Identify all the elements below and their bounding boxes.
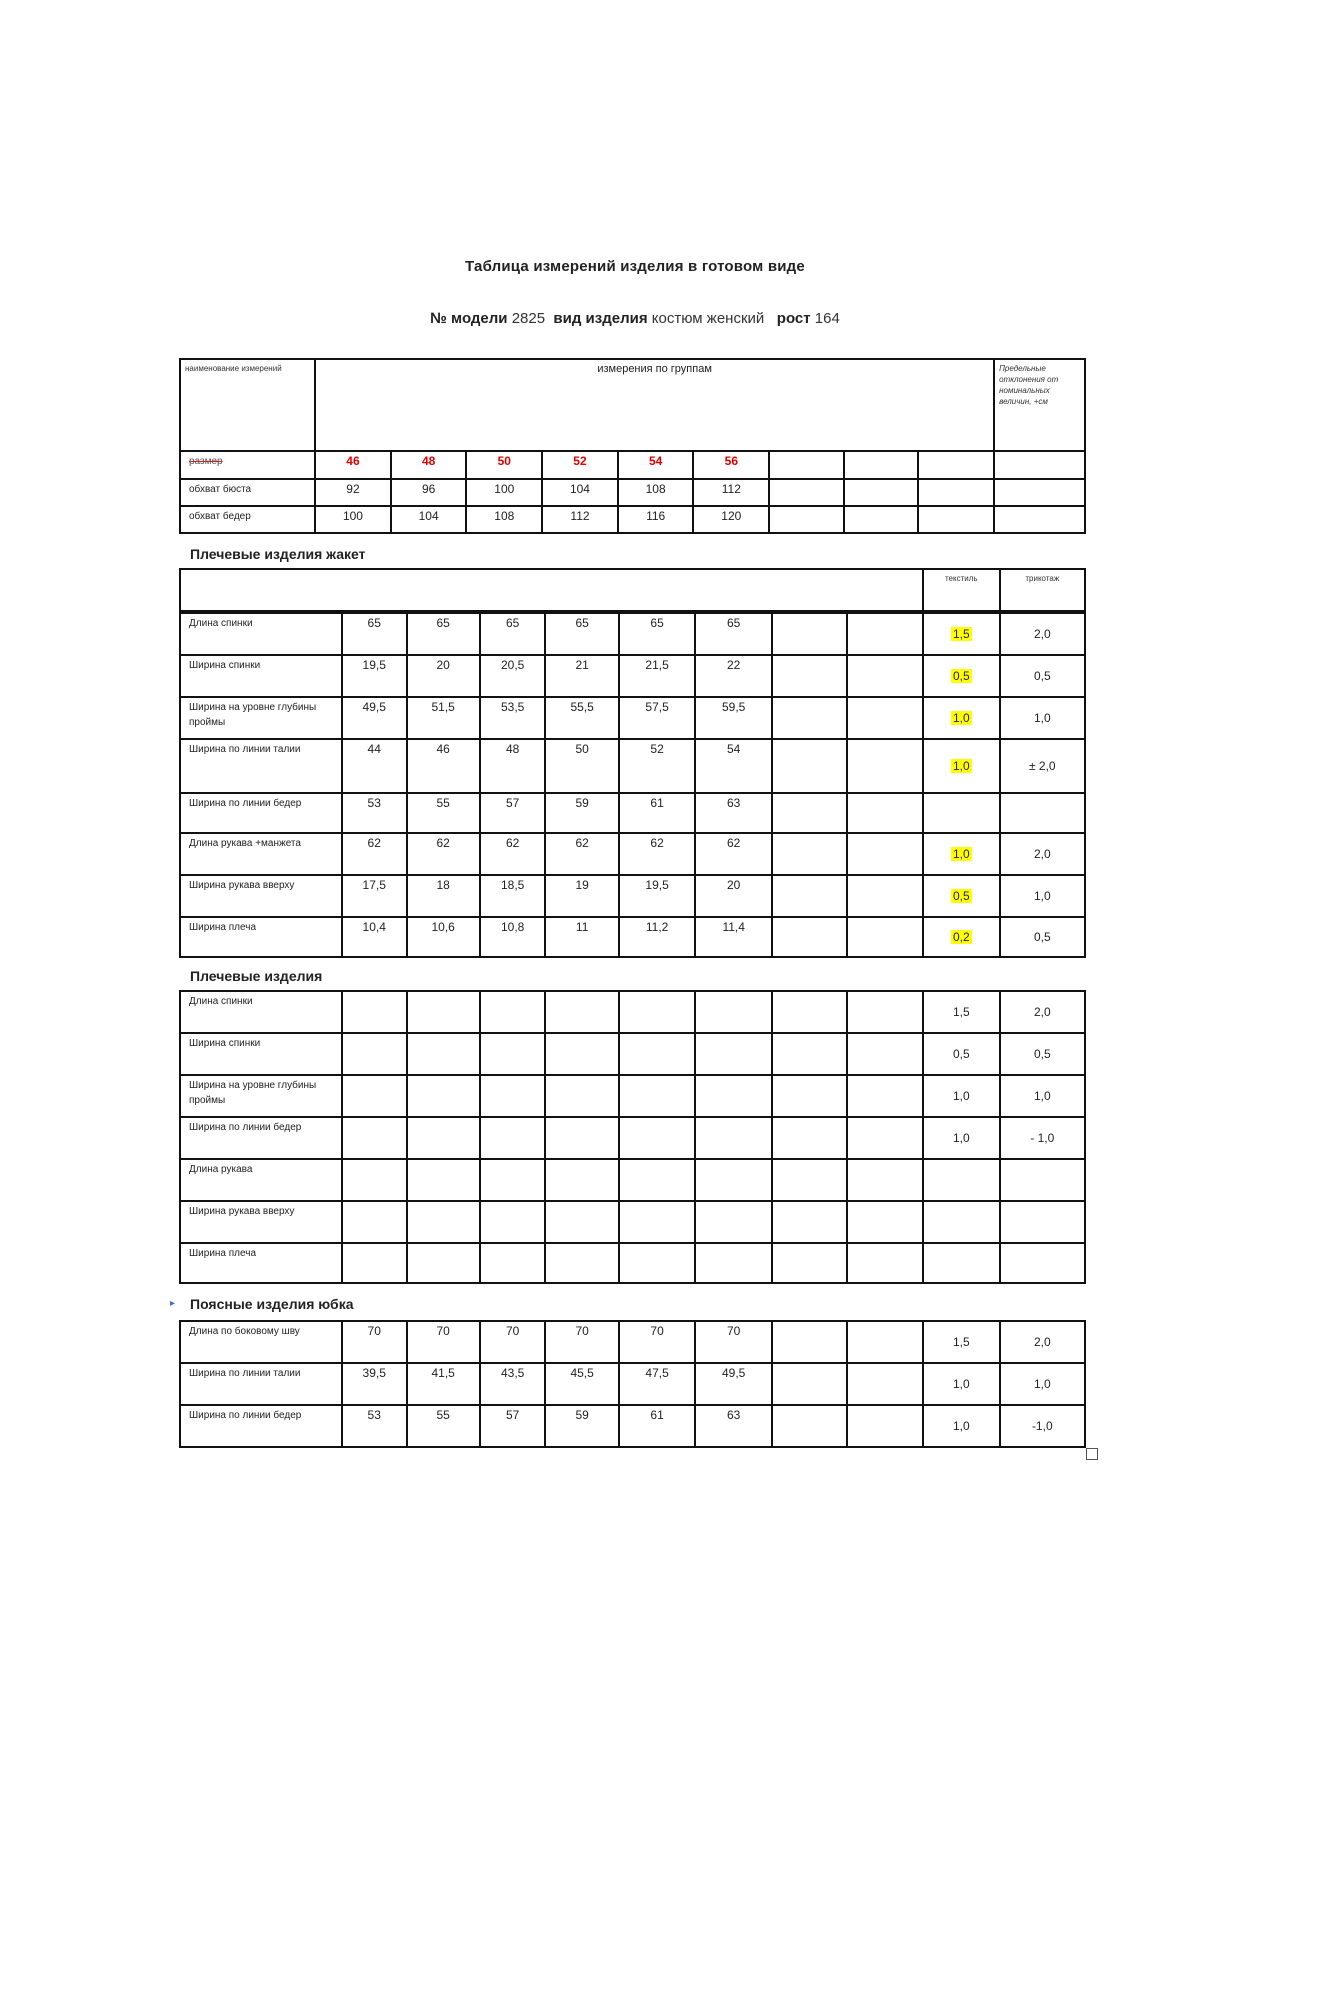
value-cell: 55,5 — [545, 697, 618, 739]
row-label: Ширина на уровне глубины проймы — [180, 697, 342, 739]
knit-tolerance: 0,5 — [1000, 655, 1085, 697]
empty-cell — [847, 1201, 923, 1243]
empty-cell — [772, 1363, 848, 1405]
table-row — [180, 917, 1085, 957]
row-label: Длина рукава +манжета — [180, 833, 342, 875]
value-cell: 10,4 — [342, 917, 407, 957]
knit-tolerance: - 1,0 — [1000, 1117, 1085, 1159]
textile-value: 1,0 — [952, 1377, 970, 1391]
value-cell — [480, 991, 546, 1033]
textile-value: 1,5 — [952, 1335, 970, 1349]
table-row — [180, 793, 1085, 833]
value-cell: 70 — [407, 1321, 480, 1363]
knit-tolerance: 2,0 — [1000, 1321, 1085, 1363]
value-cell: 65 — [407, 613, 480, 655]
size-cell: 50 — [466, 451, 542, 479]
value-cell: 59 — [545, 793, 618, 833]
textile-value: 1,5 — [952, 1005, 970, 1019]
textile-value: 1,0 — [952, 711, 970, 725]
textile-value: 0,2 — [952, 930, 970, 944]
value-cell — [407, 1033, 480, 1075]
value-cell — [342, 1201, 407, 1243]
table-row — [180, 833, 1085, 875]
value-cell — [342, 1075, 407, 1117]
value-cell: 45,5 — [545, 1363, 618, 1405]
textile-value: 0,5 — [952, 1047, 970, 1061]
value-cell — [695, 1159, 772, 1201]
empty-cell — [772, 991, 848, 1033]
value-cell — [619, 1243, 696, 1283]
value-cell: 18,5 — [480, 875, 546, 917]
value-cell: 20 — [407, 655, 480, 697]
size-cell: 46 — [315, 451, 391, 479]
knit-tolerance: 1,0 — [1000, 875, 1085, 917]
size-cell: 54 — [618, 451, 694, 479]
textile-tolerance — [923, 1405, 1000, 1447]
value-cell: 21,5 — [619, 655, 696, 697]
row-label: Ширина по линии бедер — [180, 793, 342, 833]
textile-tolerance — [923, 793, 1000, 833]
value-cell — [695, 1243, 772, 1283]
value-cell: 63 — [695, 1405, 772, 1447]
table-row — [180, 1033, 1085, 1075]
kind-label: вид изделия — [553, 310, 648, 327]
value-cell: 46 — [407, 739, 480, 793]
size-cell: 56 — [693, 451, 769, 479]
textile-tolerance — [923, 1033, 1000, 1075]
value-cell — [545, 1243, 618, 1283]
value-cell — [342, 1033, 407, 1075]
value-cell — [545, 1159, 618, 1201]
value-cell: 63 — [695, 793, 772, 833]
value-cell: 53 — [342, 793, 407, 833]
section-title-jacket: Плечевые изделия жакет — [190, 546, 366, 562]
row-label: Ширина спинки — [180, 655, 342, 697]
empty-cell — [772, 917, 848, 957]
value-cell — [407, 991, 480, 1033]
value-cell: 70 — [545, 1321, 618, 1363]
value-cell: 65 — [545, 613, 618, 655]
table-row — [180, 1201, 1085, 1243]
empty-cell — [847, 1117, 923, 1159]
knit-tolerance: 2,0 — [1000, 613, 1085, 655]
value-cell: 53,5 — [480, 697, 546, 739]
header-knit: трикотаж — [1000, 569, 1085, 611]
value-cell: 17,5 — [342, 875, 407, 917]
empty-cell — [772, 1159, 848, 1201]
value-cell — [545, 991, 618, 1033]
header-textile: текстиль — [923, 569, 1000, 611]
empty-cell — [847, 1033, 923, 1075]
empty-cell — [772, 1117, 848, 1159]
value-cell — [407, 1117, 480, 1159]
row-label: Ширина рукава вверху — [180, 875, 342, 917]
textile-value: 1,5 — [952, 627, 970, 641]
row-label: Ширина спинки — [180, 1033, 342, 1075]
value-cell — [480, 1243, 546, 1283]
textile-tolerance — [923, 697, 1000, 739]
row-label: размер — [189, 456, 223, 467]
row-label: Длина спинки — [180, 613, 342, 655]
value-cell — [695, 1033, 772, 1075]
value-cell — [407, 1243, 480, 1283]
table-row — [180, 739, 1085, 793]
value-cell: 62 — [342, 833, 407, 875]
jacket-rows-table — [179, 612, 1086, 958]
value-cell — [695, 1117, 772, 1159]
table-row — [180, 655, 1085, 697]
skirt-table — [179, 1320, 1086, 1448]
value-cell: 61 — [619, 793, 696, 833]
row-label: Длина по боковому шву — [180, 1321, 342, 1363]
table-row — [180, 1075, 1085, 1117]
empty-cell — [847, 917, 923, 957]
size-groups-table — [179, 358, 1086, 534]
table-resize-handle[interactable] — [1086, 1448, 1098, 1460]
shoulder-table — [179, 990, 1086, 1284]
value-cell: 10,6 — [407, 917, 480, 957]
value-cell: 61 — [619, 1405, 696, 1447]
textile-tolerance — [923, 739, 1000, 793]
textile-tolerance — [923, 917, 1000, 957]
table-row — [180, 451, 1085, 479]
textile-value: 1,0 — [952, 847, 970, 861]
row-label: Ширина плеча — [180, 1243, 342, 1283]
value-cell — [342, 991, 407, 1033]
empty-cell — [772, 1033, 848, 1075]
value-cell — [545, 1117, 618, 1159]
textile-tolerance — [923, 1159, 1000, 1201]
value-cell — [695, 1201, 772, 1243]
empty-cell — [847, 739, 923, 793]
value-cell: 70 — [342, 1321, 407, 1363]
value-cell — [695, 991, 772, 1033]
header-measure-name: наименование измерений — [180, 359, 315, 451]
height-value: 164 — [814, 310, 840, 327]
table-row — [180, 1363, 1085, 1405]
value-cell — [619, 1159, 696, 1201]
value-cell: 51,5 — [407, 697, 480, 739]
table-row — [180, 1159, 1085, 1201]
empty-cell — [847, 1363, 923, 1405]
table-row — [180, 1117, 1085, 1159]
size-cell: 48 — [391, 451, 467, 479]
value-cell — [407, 1075, 480, 1117]
value-cell: 52 — [619, 739, 696, 793]
table-row: обхват бедер 100 104 108 112 116 120 — [180, 506, 1085, 533]
textile-value: 1,0 — [952, 1131, 970, 1145]
empty-cell — [772, 1075, 848, 1117]
textile-value: 0,5 — [952, 669, 970, 683]
knit-tolerance: 0,5 — [1000, 917, 1085, 957]
row-label: Ширина по линии талии — [180, 739, 342, 793]
table-row — [180, 1405, 1085, 1447]
size-cell: 52 — [542, 451, 618, 479]
paragraph-marker-icon: ▸ — [170, 1298, 176, 1309]
empty-cell — [847, 697, 923, 739]
knit-tolerance — [1000, 1243, 1085, 1283]
value-cell: 55 — [407, 793, 480, 833]
value-cell — [545, 1075, 618, 1117]
value-cell — [619, 1201, 696, 1243]
knit-tolerance: 2,0 — [1000, 991, 1085, 1033]
value-cell — [619, 1033, 696, 1075]
value-cell: 39,5 — [342, 1363, 407, 1405]
value-cell: 65 — [695, 613, 772, 655]
value-cell: 47,5 — [619, 1363, 696, 1405]
knit-tolerance: 1,0 — [1000, 1075, 1085, 1117]
value-cell: 19 — [545, 875, 618, 917]
value-cell — [480, 1075, 546, 1117]
empty-cell — [847, 1405, 923, 1447]
value-cell: 54 — [695, 739, 772, 793]
empty-cell — [772, 613, 848, 655]
header-groups: измерения по группам — [315, 359, 994, 451]
value-cell: 59,5 — [695, 697, 772, 739]
height-label: рост — [776, 310, 811, 327]
value-cell — [480, 1117, 546, 1159]
section-title-shoulder: Плечевые изделия — [190, 968, 323, 984]
value-cell: 70 — [695, 1321, 772, 1363]
row-label: Ширина рукава вверху — [180, 1201, 342, 1243]
table-row: обхват бюста 92 96 100 104 108 112 — [180, 479, 1085, 506]
textile-tolerance — [923, 875, 1000, 917]
empty-cell — [772, 793, 848, 833]
empty-cell — [772, 1243, 848, 1283]
row-label: Длина рукава — [180, 1159, 342, 1201]
value-cell: 49,5 — [342, 697, 407, 739]
table-row — [180, 991, 1085, 1033]
row-label: Ширина на уровне глубины проймы — [180, 1075, 342, 1117]
value-cell: 22 — [695, 655, 772, 697]
value-cell: 65 — [480, 613, 546, 655]
textile-value: 1,0 — [952, 1419, 970, 1433]
value-cell: 62 — [545, 833, 618, 875]
table-row — [180, 875, 1085, 917]
empty-cell — [772, 833, 848, 875]
row-label: Ширина по линии бедер — [180, 1405, 342, 1447]
section-title-skirt: Поясные изделия юбка — [190, 1296, 354, 1312]
value-cell — [342, 1117, 407, 1159]
value-cell: 62 — [407, 833, 480, 875]
knit-tolerance: ± 2,0 — [1000, 739, 1085, 793]
value-cell — [695, 1075, 772, 1117]
value-cell: 44 — [342, 739, 407, 793]
empty-cell — [847, 991, 923, 1033]
value-cell: 55 — [407, 1405, 480, 1447]
row-label: Ширина по линии талии — [180, 1363, 342, 1405]
value-cell — [407, 1159, 480, 1201]
value-cell: 50 — [545, 739, 618, 793]
textile-tolerance — [923, 1117, 1000, 1159]
value-cell — [545, 1033, 618, 1075]
value-cell: 59 — [545, 1405, 618, 1447]
table-row — [180, 1321, 1085, 1363]
row-label: Длина спинки — [180, 991, 342, 1033]
value-cell: 57 — [480, 1405, 546, 1447]
value-cell — [342, 1159, 407, 1201]
textile-tolerance — [923, 1243, 1000, 1283]
value-cell: 20 — [695, 875, 772, 917]
empty-cell — [847, 1321, 923, 1363]
value-cell: 18 — [407, 875, 480, 917]
value-cell: 43,5 — [480, 1363, 546, 1405]
textile-value: 1,0 — [952, 1089, 970, 1103]
knit-tolerance — [1000, 793, 1085, 833]
value-cell: 53 — [342, 1405, 407, 1447]
value-cell: 10,8 — [480, 917, 546, 957]
textile-tolerance — [923, 1363, 1000, 1405]
textile-tolerance — [923, 613, 1000, 655]
value-cell — [545, 1201, 618, 1243]
value-cell: 57,5 — [619, 697, 696, 739]
model-value: 2825 — [511, 310, 546, 327]
textile-tolerance — [923, 1201, 1000, 1243]
empty-cell — [847, 875, 923, 917]
table-row — [180, 1243, 1085, 1283]
value-cell: 20,5 — [480, 655, 546, 697]
value-cell: 11,2 — [619, 917, 696, 957]
row-label: обхват бедер — [180, 506, 315, 533]
knit-tolerance: 0,5 — [1000, 1033, 1085, 1075]
row-label: обхват бюста — [180, 479, 315, 506]
empty-cell — [847, 655, 923, 697]
empty-cell — [772, 655, 848, 697]
value-cell: 62 — [480, 833, 546, 875]
empty-cell — [847, 613, 923, 655]
value-cell: 65 — [342, 613, 407, 655]
value-cell: 62 — [695, 833, 772, 875]
textile-tolerance — [923, 991, 1000, 1033]
empty-cell — [772, 739, 848, 793]
value-cell: 70 — [619, 1321, 696, 1363]
header-tolerance: Предельные отклонения от номинальных величин, +см — [994, 359, 1085, 451]
value-cell — [342, 1243, 407, 1283]
textile-tolerance — [923, 1075, 1000, 1117]
value-cell: 57 — [480, 793, 546, 833]
knit-tolerance: 1,0 — [1000, 697, 1085, 739]
value-cell: 65 — [619, 613, 696, 655]
textile-value: 0,5 — [952, 889, 970, 903]
value-cell: 70 — [480, 1321, 546, 1363]
empty-cell — [847, 833, 923, 875]
empty-cell — [772, 1405, 848, 1447]
value-cell: 11,4 — [695, 917, 772, 957]
value-cell — [480, 1033, 546, 1075]
textile-value: 1,0 — [952, 759, 970, 773]
empty-cell — [772, 697, 848, 739]
value-cell: 62 — [619, 833, 696, 875]
empty-cell — [847, 793, 923, 833]
value-cell — [619, 991, 696, 1033]
value-cell: 41,5 — [407, 1363, 480, 1405]
jacket-table — [179, 568, 1086, 612]
value-cell — [619, 1075, 696, 1117]
value-cell — [480, 1201, 546, 1243]
knit-tolerance — [1000, 1201, 1085, 1243]
table-row — [180, 697, 1085, 739]
knit-tolerance: -1,0 — [1000, 1405, 1085, 1447]
knit-tolerance — [1000, 1159, 1085, 1201]
value-cell: 49,5 — [695, 1363, 772, 1405]
textile-tolerance — [923, 1321, 1000, 1363]
textile-tolerance — [923, 833, 1000, 875]
knit-tolerance: 1,0 — [1000, 1363, 1085, 1405]
value-cell: 19,5 — [342, 655, 407, 697]
table-row — [180, 613, 1085, 655]
value-cell — [619, 1117, 696, 1159]
value-cell — [480, 1159, 546, 1201]
model-label: № модели — [430, 310, 508, 327]
row-label: Ширина по линии бедер — [180, 1117, 342, 1159]
document-subtitle — [0, 310, 1270, 327]
value-cell: 21 — [545, 655, 618, 697]
kind-value: костюм женский — [651, 310, 765, 327]
value-cell — [407, 1201, 480, 1243]
empty-cell — [772, 1201, 848, 1243]
empty-cell — [847, 1075, 923, 1117]
textile-tolerance — [923, 655, 1000, 697]
row-label: Ширина плеча — [180, 917, 342, 957]
empty-cell — [847, 1243, 923, 1283]
document-title: Таблица измерений изделия в готовом виде — [465, 258, 805, 275]
value-cell: 48 — [480, 739, 546, 793]
value-cell: 19,5 — [619, 875, 696, 917]
knit-tolerance: 2,0 — [1000, 833, 1085, 875]
empty-cell — [847, 1159, 923, 1201]
value-cell: 11 — [545, 917, 618, 957]
empty-cell — [772, 1321, 848, 1363]
empty-cell — [772, 875, 848, 917]
